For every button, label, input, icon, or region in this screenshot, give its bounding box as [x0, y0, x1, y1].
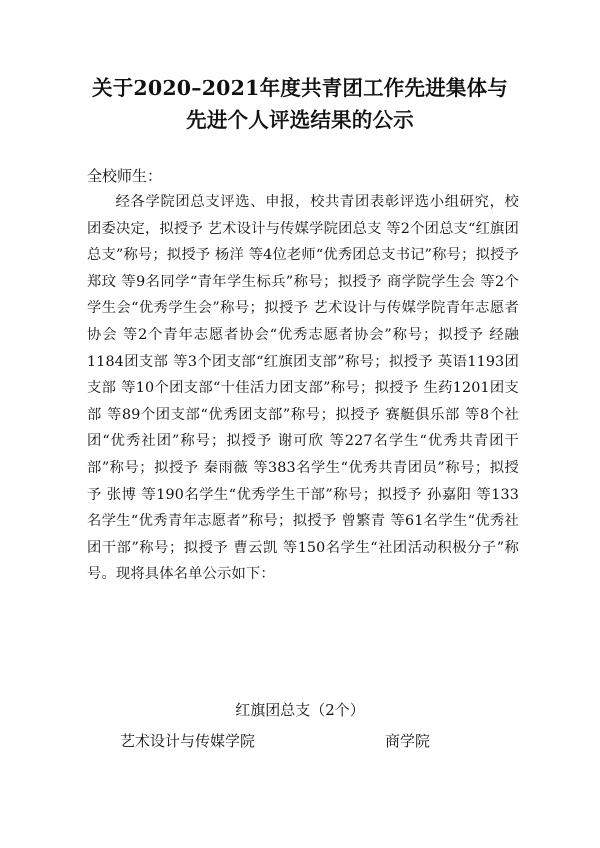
announcement-body: 经各学院团总支评选、申报，校共青团表彰评选小组研究，校团委决定，拟授予 艺术设计与传媒学院团总支 等2个团总支“红旗团总支”称号；拟授予 杨洋 等4位老师“优秀团总支书记”称号；拟授予 郑玟 等9名同学“青年学生标兵”称号；拟授予 商学院学生会 等2个学生会“优秀学生会”称号；拟授予 艺术设计与传媒学院青年志愿者协会 等2个青年志愿者协会“优秀志愿者协会”称号；拟授予 经融1184团支部 等3个团支部“红旗团支部”称号；拟授予 英语1193团支部 等10个团支部“十佳活力团支部”称号；拟授予 生药1201团支部 等89个团支部“优秀团支部”称号；拟授予 赛艇俱乐部 等8个社团“优秀社团”称号；拟授予 谢可欣 等227名学生“优秀共青团干部”称号；拟授予 秦雨薇 等383名学生“优秀共青团员”称号；拟授予 张博 等190名学生“优秀学生干部”称号；拟授予 孙嘉阳 等133名学生“优秀青年志愿者”称号；拟授予 曾繁青 等61名学生“优秀社团干部”称号；拟授予 曹云凯 等150名学生“社团活动积极分子”称号。现将具体名单公示如下：	[87, 194, 519, 583]
unit-name: 艺术设计与传媒学院	[120, 732, 256, 750]
title-line-2: 先进个人评选结果的公示	[186, 108, 414, 132]
title-line-1: 关于2020–2021年度共青团工作先进集体与	[92, 76, 508, 100]
greeting: 全校师生：	[87, 167, 163, 185]
document-title	[60, 72, 540, 136]
section-title: 红旗团总支（2个）	[235, 701, 365, 719]
unit-name: 商学院	[385, 732, 431, 750]
